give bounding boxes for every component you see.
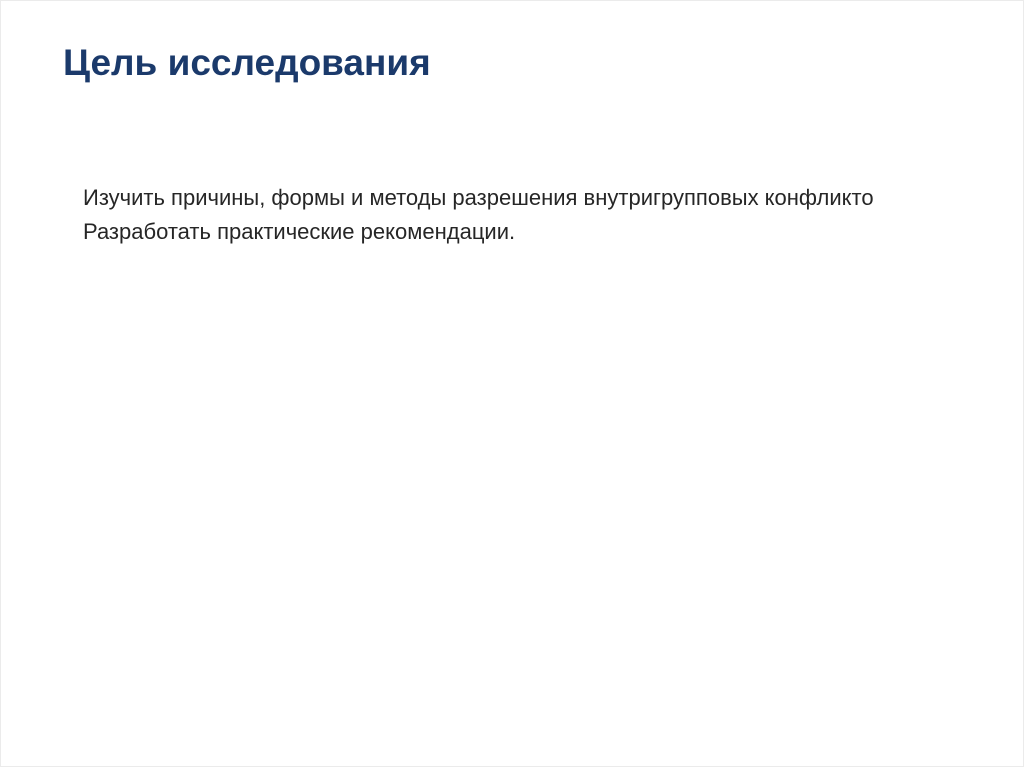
body-line-recommendations: Разработать практические рекомендации.: [83, 219, 516, 244]
slide-title: Цель исследования: [63, 42, 431, 83]
slide-body: [83, 181, 1023, 249]
body-line-goal: Изучить причины, формы и методы разрешения внутригрупповых конфликто: [83, 185, 874, 210]
